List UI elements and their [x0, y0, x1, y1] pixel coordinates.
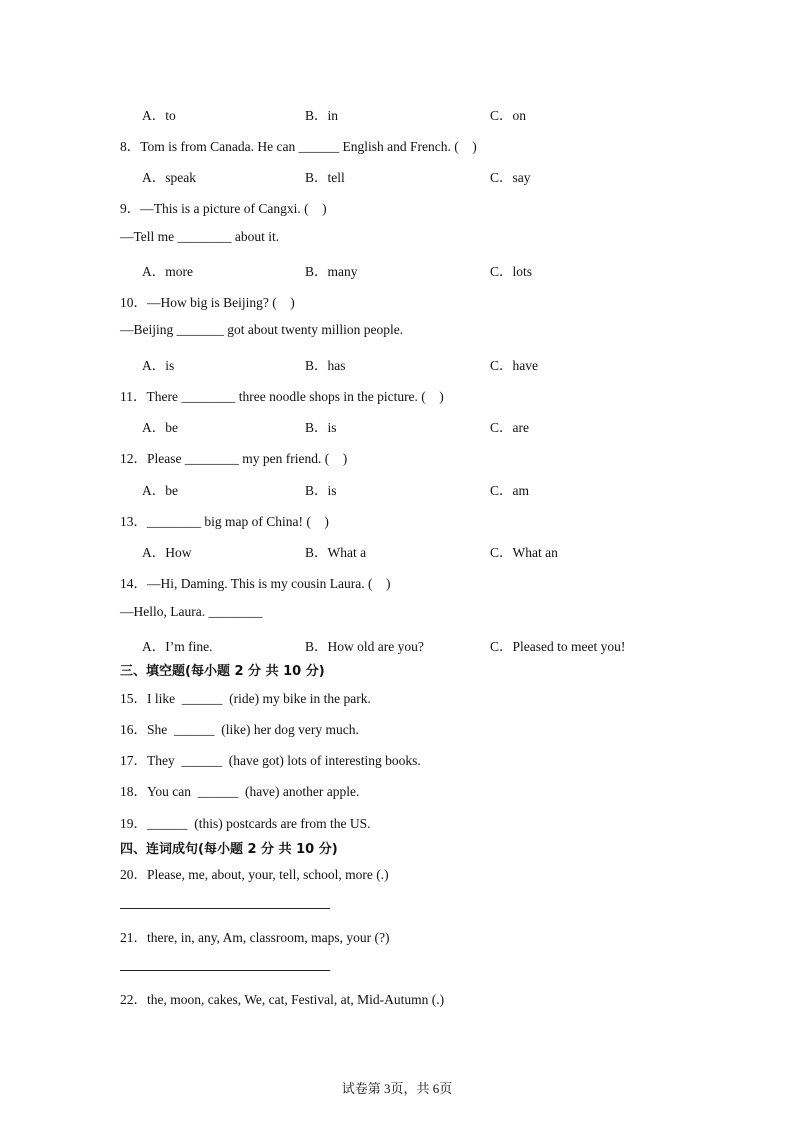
q10-option-a[interactable]: A．is — [142, 358, 175, 373]
q14-options — [0, 635, 794, 653]
q15-stem: 15．I like ______ (ride) my bike in the park. — [120, 691, 371, 706]
q21-answer-line[interactable] — [120, 970, 330, 971]
q9-reply: —Tell me ________ about it. — [120, 229, 280, 244]
q8-stem: 8．Tom is from Canada. He can ______ English and French. ( ) — [120, 139, 477, 154]
q7-options — [0, 104, 794, 122]
q7-option-b[interactable]: B．in — [305, 108, 339, 123]
q10-option-c[interactable]: C．have — [490, 358, 538, 373]
q16-stem: 16．She ______ (like) her dog very much. — [120, 722, 359, 737]
q20-stem: 20．Please, me, about, your, tell, school, more (.) — [120, 867, 389, 882]
q10-option-b[interactable]: B．has — [305, 358, 346, 373]
q7-option-a[interactable]: A．to — [142, 108, 176, 123]
q13-option-b[interactable]: B．What a — [305, 545, 367, 560]
q12-option-c[interactable]: C．am — [490, 483, 529, 498]
q12-option-b[interactable]: B．is — [305, 483, 337, 498]
section-4-title: 四、连词成句(每小题 2 分 共 10 分) — [120, 842, 338, 857]
q9-option-a[interactable]: A．more — [142, 264, 193, 279]
q11-option-b[interactable]: B．is — [305, 420, 337, 435]
q13-options — [0, 541, 794, 559]
q17-stem: 17．They ______ (have got) lots of interesting books. — [120, 753, 421, 768]
q11-stem: 11．There ________ three noodle shops in the picture. ( ) — [120, 389, 444, 404]
section-3-title: 三、填空题(每小题 2 分 共 10 分) — [120, 664, 325, 679]
q11-options — [0, 416, 794, 434]
q20-answer-line[interactable] — [120, 908, 330, 909]
q10-reply: —Beijing _______ got about twenty million people. — [120, 322, 404, 337]
q8-options — [0, 166, 794, 184]
q9-option-b[interactable]: B．many — [305, 264, 358, 279]
q21-stem: 21．there, in, any, Am, classroom, maps, your (?) — [120, 930, 390, 945]
q13-option-a[interactable]: A．How — [142, 545, 192, 560]
q8-option-b[interactable]: B．tell — [305, 170, 345, 185]
q14-option-b[interactable]: B．How old are you? — [305, 639, 424, 654]
q11-option-c[interactable]: C．are — [490, 420, 529, 435]
q14-stem: 14．—Hi, Daming. This is my cousin Laura. ( ) — [120, 576, 391, 591]
q9-options — [0, 260, 794, 278]
q7-option-c[interactable]: C．on — [490, 108, 527, 123]
q12-options — [0, 479, 794, 497]
q12-stem: 12．Please ________ my pen friend. ( ) — [120, 451, 348, 466]
page-footer: 试卷第 3页，共 6页 — [341, 1081, 453, 1096]
q19-stem: 19．______ (this) postcards are from the US. — [120, 816, 371, 831]
q9-stem: 9．—This is a picture of Cangxi. ( ) — [120, 201, 327, 216]
q11-option-a[interactable]: A．be — [142, 420, 178, 435]
q10-stem: 10．—How big is Beijing? ( ) — [120, 295, 295, 310]
q14-reply: —Hello, Laura. ________ — [120, 604, 263, 619]
q18-stem: 18．You can ______ (have) another apple. — [120, 784, 360, 799]
q22-stem: 22．the, moon, cakes, We, cat, Festival, at, Mid-Autumn (.) — [120, 992, 445, 1007]
q14-option-c[interactable]: C．Pleased to meet you! — [490, 639, 626, 654]
q13-option-c[interactable]: C．What an — [490, 545, 558, 560]
q8-option-c[interactable]: C．say — [490, 170, 531, 185]
q12-option-a[interactable]: A．be — [142, 483, 178, 498]
q10-options — [0, 354, 794, 372]
q14-option-a[interactable]: A．I’m fine. — [142, 639, 213, 654]
q13-stem: 13．________ big map of China! ( ) — [120, 514, 329, 529]
q8-option-a[interactable]: A．speak — [142, 170, 196, 185]
q9-option-c[interactable]: C．lots — [490, 264, 533, 279]
